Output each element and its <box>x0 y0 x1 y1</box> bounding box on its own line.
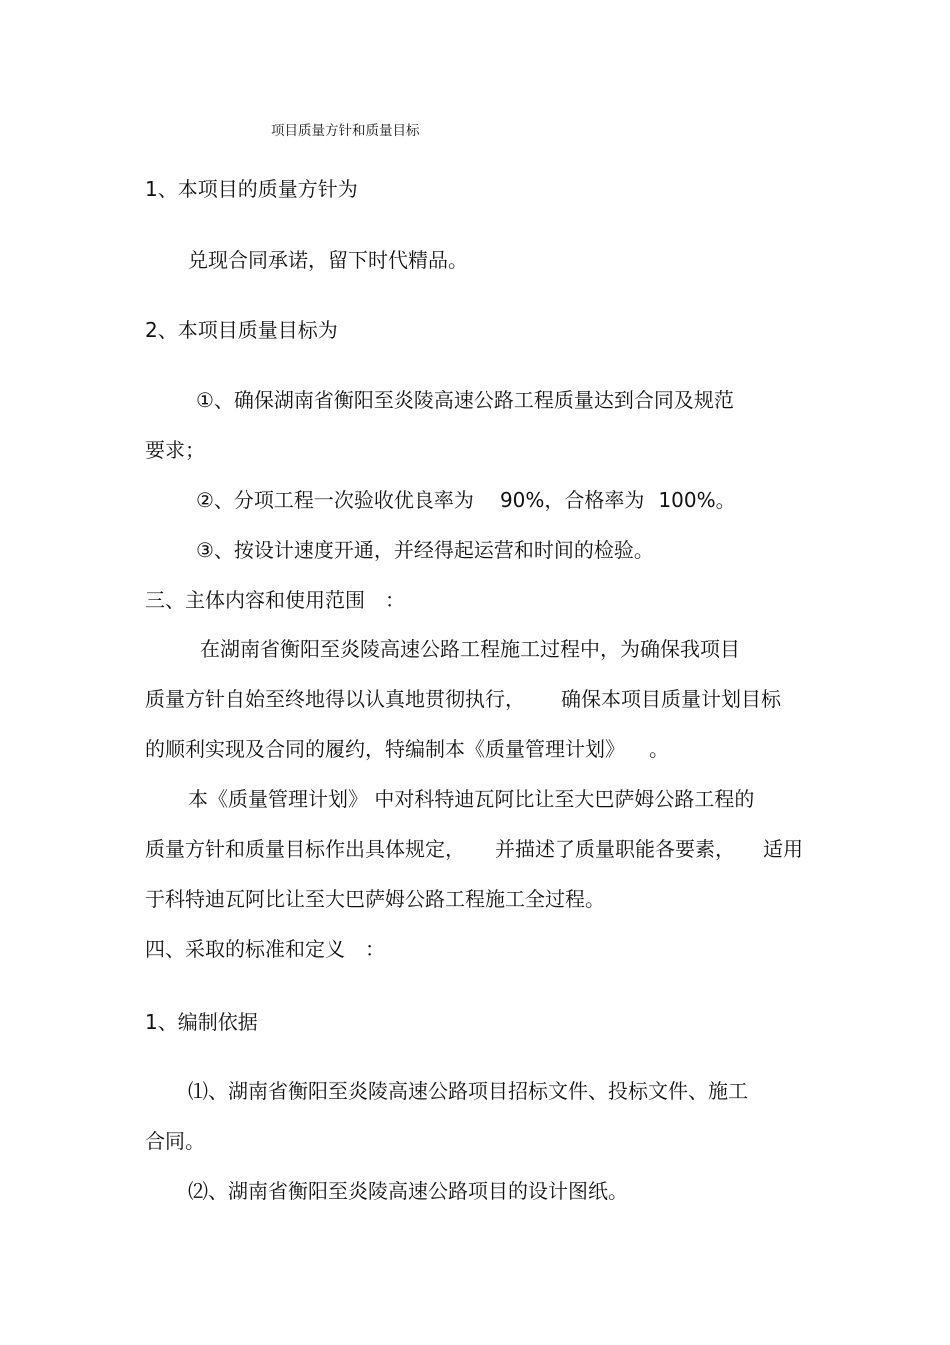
scope-paragraph-1-line-3-b: 。 <box>649 737 669 761</box>
scope-paragraph-1-line-3-a: 的顺利实现及合同的履约，特编制本《质量管理计划》 <box>145 737 625 761</box>
goal-item-2-rate-pass: 100%。 <box>658 488 736 512</box>
basis-heading: 1、编制依据 <box>145 1010 258 1034</box>
goal-item-1-line-2: 要求； <box>145 438 205 462</box>
section-4-heading <box>145 936 385 962</box>
scope-paragraph-1-line-2-b: 确保本项目质量计划目标 <box>561 687 781 711</box>
scope-paragraph-2-line-2-a: 质量方针和质量目标作出具体规定， <box>145 837 465 861</box>
section-4-heading-colon: ： <box>365 937 385 961</box>
goal-item-2-rate-excellent: 90%，合格率为 <box>499 488 645 512</box>
scope-paragraph-2-line-3: 于科特迪瓦阿比让至大巴萨姆公路工程施工全过程。 <box>145 887 605 911</box>
section-4-heading-text: 四、采取的标准和定义 <box>145 937 345 961</box>
scope-paragraph-2-line-2-b: 并描述了质量职能各要素， <box>495 837 735 861</box>
scope-paragraph-1-line-2-a: 质量方针自始至终地得以认真地贯彻执行， <box>145 687 525 711</box>
section-3-heading <box>145 587 405 613</box>
goal-item-2 <box>196 487 736 513</box>
section-3-heading-colon: ： <box>385 588 405 612</box>
section-2-heading: 2、本项目质量目标为 <box>145 318 338 342</box>
scope-paragraph-1-line-1: 在湖南省衡阳至炎陵高速公路工程施工过程中，为确保我项目 <box>200 637 740 661</box>
basis-item-1-line-2: 合同。 <box>145 1129 205 1153</box>
section-3-heading-text: 三、主体内容和使用范围 <box>145 588 365 612</box>
goal-item-3: ③、按设计速度开通，并经得起运营和时间的检验。 <box>196 538 654 562</box>
basis-item-1-line-1: ⑴、湖南省衡阳至炎陵高速公路项目招标文件、投标文件、施工 <box>188 1079 748 1103</box>
document-title: 项目质量方针和质量目标 <box>271 123 420 139</box>
quality-policy-text: 兑现合同承诺，留下时代精品。 <box>188 248 468 272</box>
scope-paragraph-2-line-2 <box>145 836 803 862</box>
scope-paragraph-1-line-2 <box>145 686 781 712</box>
basis-item-2: ⑵、湖南省衡阳至炎陵高速公路项目的设计图纸。 <box>188 1179 628 1203</box>
scope-paragraph-2-line-1: 本《质量管理计划》 中对科特迪瓦阿比让至大巴萨姆公路工程的 <box>188 787 755 811</box>
goal-item-1-line-1: ①、确保湖南省衡阳至炎陵高速公路工程质量达到合同及规范 <box>196 388 734 412</box>
scope-paragraph-2-line-2-c: 适用 <box>763 837 803 861</box>
goal-item-2-text: ②、分项工程一次验收优良率为 <box>196 488 474 512</box>
section-1-heading: 1、本项目的质量方针为 <box>145 177 358 201</box>
scope-paragraph-1-line-3 <box>145 736 669 762</box>
